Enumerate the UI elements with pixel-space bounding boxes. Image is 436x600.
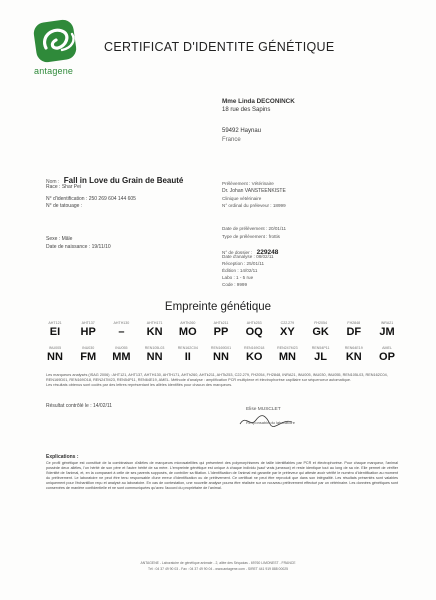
tech-line: Les marqueurs analysés (ISAG 2006) : AHT121, AHT137, AHTH130, AHTH171, AHTh260, AHTk211, AHTk253, C22.279, FH2054, FH2848, INRA21, INU005, INU030, INU055, REN105L03, REN162C04, xyxy=(46,373,388,377)
marker-cell xyxy=(237,346,271,363)
marker-cell xyxy=(204,346,238,363)
dossier-number: 229248 xyxy=(256,249,279,256)
marker-cell xyxy=(138,346,172,363)
analysis-date: Date d'analyse : 08/02/11 xyxy=(222,254,274,259)
marker-cell xyxy=(38,321,72,338)
vet-clinic: Clinique vétérinaire xyxy=(222,196,262,201)
marker-alleles: JL xyxy=(314,351,328,363)
marker-cell xyxy=(370,346,404,363)
marker-name: AMEL xyxy=(382,346,392,350)
logo-wordmark: antagene xyxy=(34,66,74,76)
marker-name: INU030 xyxy=(82,346,95,350)
tech-line: REN169D01, REN169O18, REN247M23, REN54P11, REN64E19, AMEL. Méthode d'analyse : amplification PCR multiplexe et électrophorèse capillaire sur séquenceur automatique. xyxy=(46,378,351,383)
signatory-name: Elise MUSCLET xyxy=(246,407,281,412)
marker-cell xyxy=(104,321,138,338)
genetic-fingerprint-title: Empreinte génétique xyxy=(164,301,272,313)
marker-alleles: HP xyxy=(80,326,96,338)
marker-cell xyxy=(71,321,105,338)
dog-sex: Sexe : Mâle xyxy=(46,236,73,242)
technical-text xyxy=(46,373,391,389)
owner-street: 18 rue des Sapins xyxy=(222,107,271,113)
marker-cell xyxy=(38,346,72,363)
dog-name: Fall in Love du Grain de Beauté xyxy=(63,176,184,185)
code-line: Code : 9999 xyxy=(222,282,248,287)
markers-row-2 xyxy=(0,346,436,366)
dossier-label: N° de dossier : xyxy=(222,250,253,255)
lab-line: Labo : 1 - 5 rue xyxy=(222,275,254,280)
marker-name: AHT121 xyxy=(48,321,62,325)
marker-alleles: KO xyxy=(245,351,263,363)
owner-country: France xyxy=(222,137,241,143)
stamp-reception: Réception : 25/01/11 xyxy=(222,261,265,266)
footer-line: ANTAGENE - Laboratoire de génétique animale - 2, allée des Séquoias - 69760 LIMONEST - FRANCE xyxy=(140,561,296,565)
marker-alleles: MN xyxy=(278,351,296,363)
vet-ordinal: N° ordinal du préleveur : 18999 xyxy=(222,203,286,208)
marker-cell xyxy=(304,346,338,363)
marker-alleles: EI xyxy=(49,326,61,338)
marker-alleles: NN xyxy=(213,351,229,363)
dog-chip-number: N° d'identification : 250 269 604 144 605 xyxy=(46,196,136,202)
marker-name: AHTk253 xyxy=(246,321,262,325)
marker-cell xyxy=(138,321,172,338)
dog-tattoo: N° de tatouage : xyxy=(46,203,83,209)
marker-name: FH2848 xyxy=(347,321,361,325)
marker-name: INU055 xyxy=(115,346,128,350)
dog-name-label: Nom : xyxy=(46,179,60,185)
marker-cell xyxy=(171,321,205,338)
marker-alleles: KN xyxy=(345,351,362,363)
marker-name: REN169O18 xyxy=(243,346,265,350)
marker-name: AHTH130 xyxy=(113,321,130,325)
result-checked-date: Résultat contrôlé le : 14/02/11 xyxy=(46,403,113,409)
marker-cell xyxy=(171,346,205,363)
marker-alleles: – xyxy=(118,326,125,338)
marker-alleles: II xyxy=(184,351,191,363)
marker-name: REN162C04 xyxy=(177,346,198,350)
marker-name: AHTh260 xyxy=(180,321,196,325)
marker-alleles: KN xyxy=(146,326,163,338)
owner-name: Mme Linda DECONINCK xyxy=(222,98,295,105)
marker-alleles: XY xyxy=(280,326,295,338)
marker-alleles: NN xyxy=(47,351,63,363)
marker-name: AHTk211 xyxy=(213,321,229,325)
sample-date: Date de prélèvement : 20/01/11 xyxy=(222,226,287,231)
signatory-role: Responsable du laboratoire xyxy=(246,420,295,425)
marker-alleles: JM xyxy=(379,326,395,338)
marker-alleles: MM xyxy=(112,351,131,363)
marker-cell xyxy=(204,321,238,338)
marker-name: C22.279 xyxy=(280,321,295,325)
marker-cell xyxy=(304,321,338,338)
certificate-title: CERTIFICAT D'IDENTITE GÉNÉTIQUE xyxy=(104,40,335,54)
marker-cell xyxy=(237,321,271,338)
marker-cell xyxy=(270,321,304,338)
vet-label: Prélèvement : Vétérinaire xyxy=(222,181,274,186)
marker-alleles: GK xyxy=(312,326,329,338)
markers-row-1 xyxy=(0,321,436,341)
footer-line: Tél : 04 37 49 90 03 - Fax : 04 37 49 90 04 - www.antagene.com - SIRET 441 919 888 00025 xyxy=(148,567,288,571)
marker-alleles: FM xyxy=(80,351,97,363)
marker-cell xyxy=(370,321,404,338)
marker-cell xyxy=(270,346,304,363)
marker-name: FH2054 xyxy=(314,321,327,325)
dog-breed: Race : Shar Pei xyxy=(46,184,82,190)
marker-alleles: PP xyxy=(213,326,229,338)
marker-name: REN169D01 xyxy=(210,346,232,350)
marker-name: AHTH171 xyxy=(146,321,163,325)
owner-city: 59492 Haynau xyxy=(222,128,262,134)
tech-line: Les résultats obtenus sont codés par des lettres représentant les allèles identifiés pour chacun des marqueurs. xyxy=(46,383,233,388)
marker-name: INRA21 xyxy=(380,321,394,325)
marker-cell xyxy=(337,321,371,338)
marker-name: INU005 xyxy=(48,346,62,350)
marker-name: REN247M23 xyxy=(277,346,298,350)
vet-name: Dr. Johan VANSTEENKISTE xyxy=(222,188,286,194)
marker-alleles: OP xyxy=(379,351,395,363)
marker-cell xyxy=(337,346,371,363)
marker-name: REN54P11 xyxy=(311,346,330,350)
marker-name: REN105L03 xyxy=(144,346,165,350)
marker-alleles: MO xyxy=(178,326,197,338)
dog-birth-date: Date de naissance : 19/11/10 xyxy=(46,244,111,250)
explanations-heading: Explications : xyxy=(46,454,79,460)
marker-name: REN64E19 xyxy=(344,346,363,350)
marker-alleles: OQ xyxy=(245,326,263,338)
marker-cell xyxy=(71,346,105,363)
marker-alleles: NN xyxy=(146,351,163,363)
marker-cell xyxy=(104,346,138,363)
sample-type: Type de prélèvement : frottis xyxy=(222,234,280,239)
marker-name: AHT137 xyxy=(81,321,95,325)
marker-alleles: DF xyxy=(346,326,362,338)
explanations-text: Ce profil génétique est constitué de la combinaison d'allèles de marqueurs microsatellites qui présentent des polymorphismes de taille identifiables par PCR et électrophorèse. Pour chaque marqueur, l'animal possède deux allèles, l'un hérité de son père et l'autre hérité de sa mère. L'empreinte génétique est unique à chaque individu (sauf vrais jumeaux) et reste identique tout au long de sa vie. Elle permet de vérifier l'identité de l'animal, et, en la comparant à celle de ses parents supposés, de contrôler sa filiation. L'identification de l'animal est garantie par le préleveur qui atteste avoir vérifié le numéro d'identification au moment du prélèvement. Le laboratoire ne peut être tenu responsable d'une erreur d'identification ou de prélèvement. Ce certificat ne peut être reproduit que dans son intégralité. Les résultats présentés sont valables uniquement pour l'échantillon reçu et analysé au laboratoire. En cas de contestation, une nouvelle analyse pourra être réalisée sur un nouveau prélèvement effectué par un vétérinaire. Les données génétiques sont conservées de manière confidentielle et ne sont communiquées qu'avec l'accord du propriétaire de l'animal. xyxy=(46,461,398,490)
stamp-edition: Édition : 14/02/11 xyxy=(222,268,258,273)
